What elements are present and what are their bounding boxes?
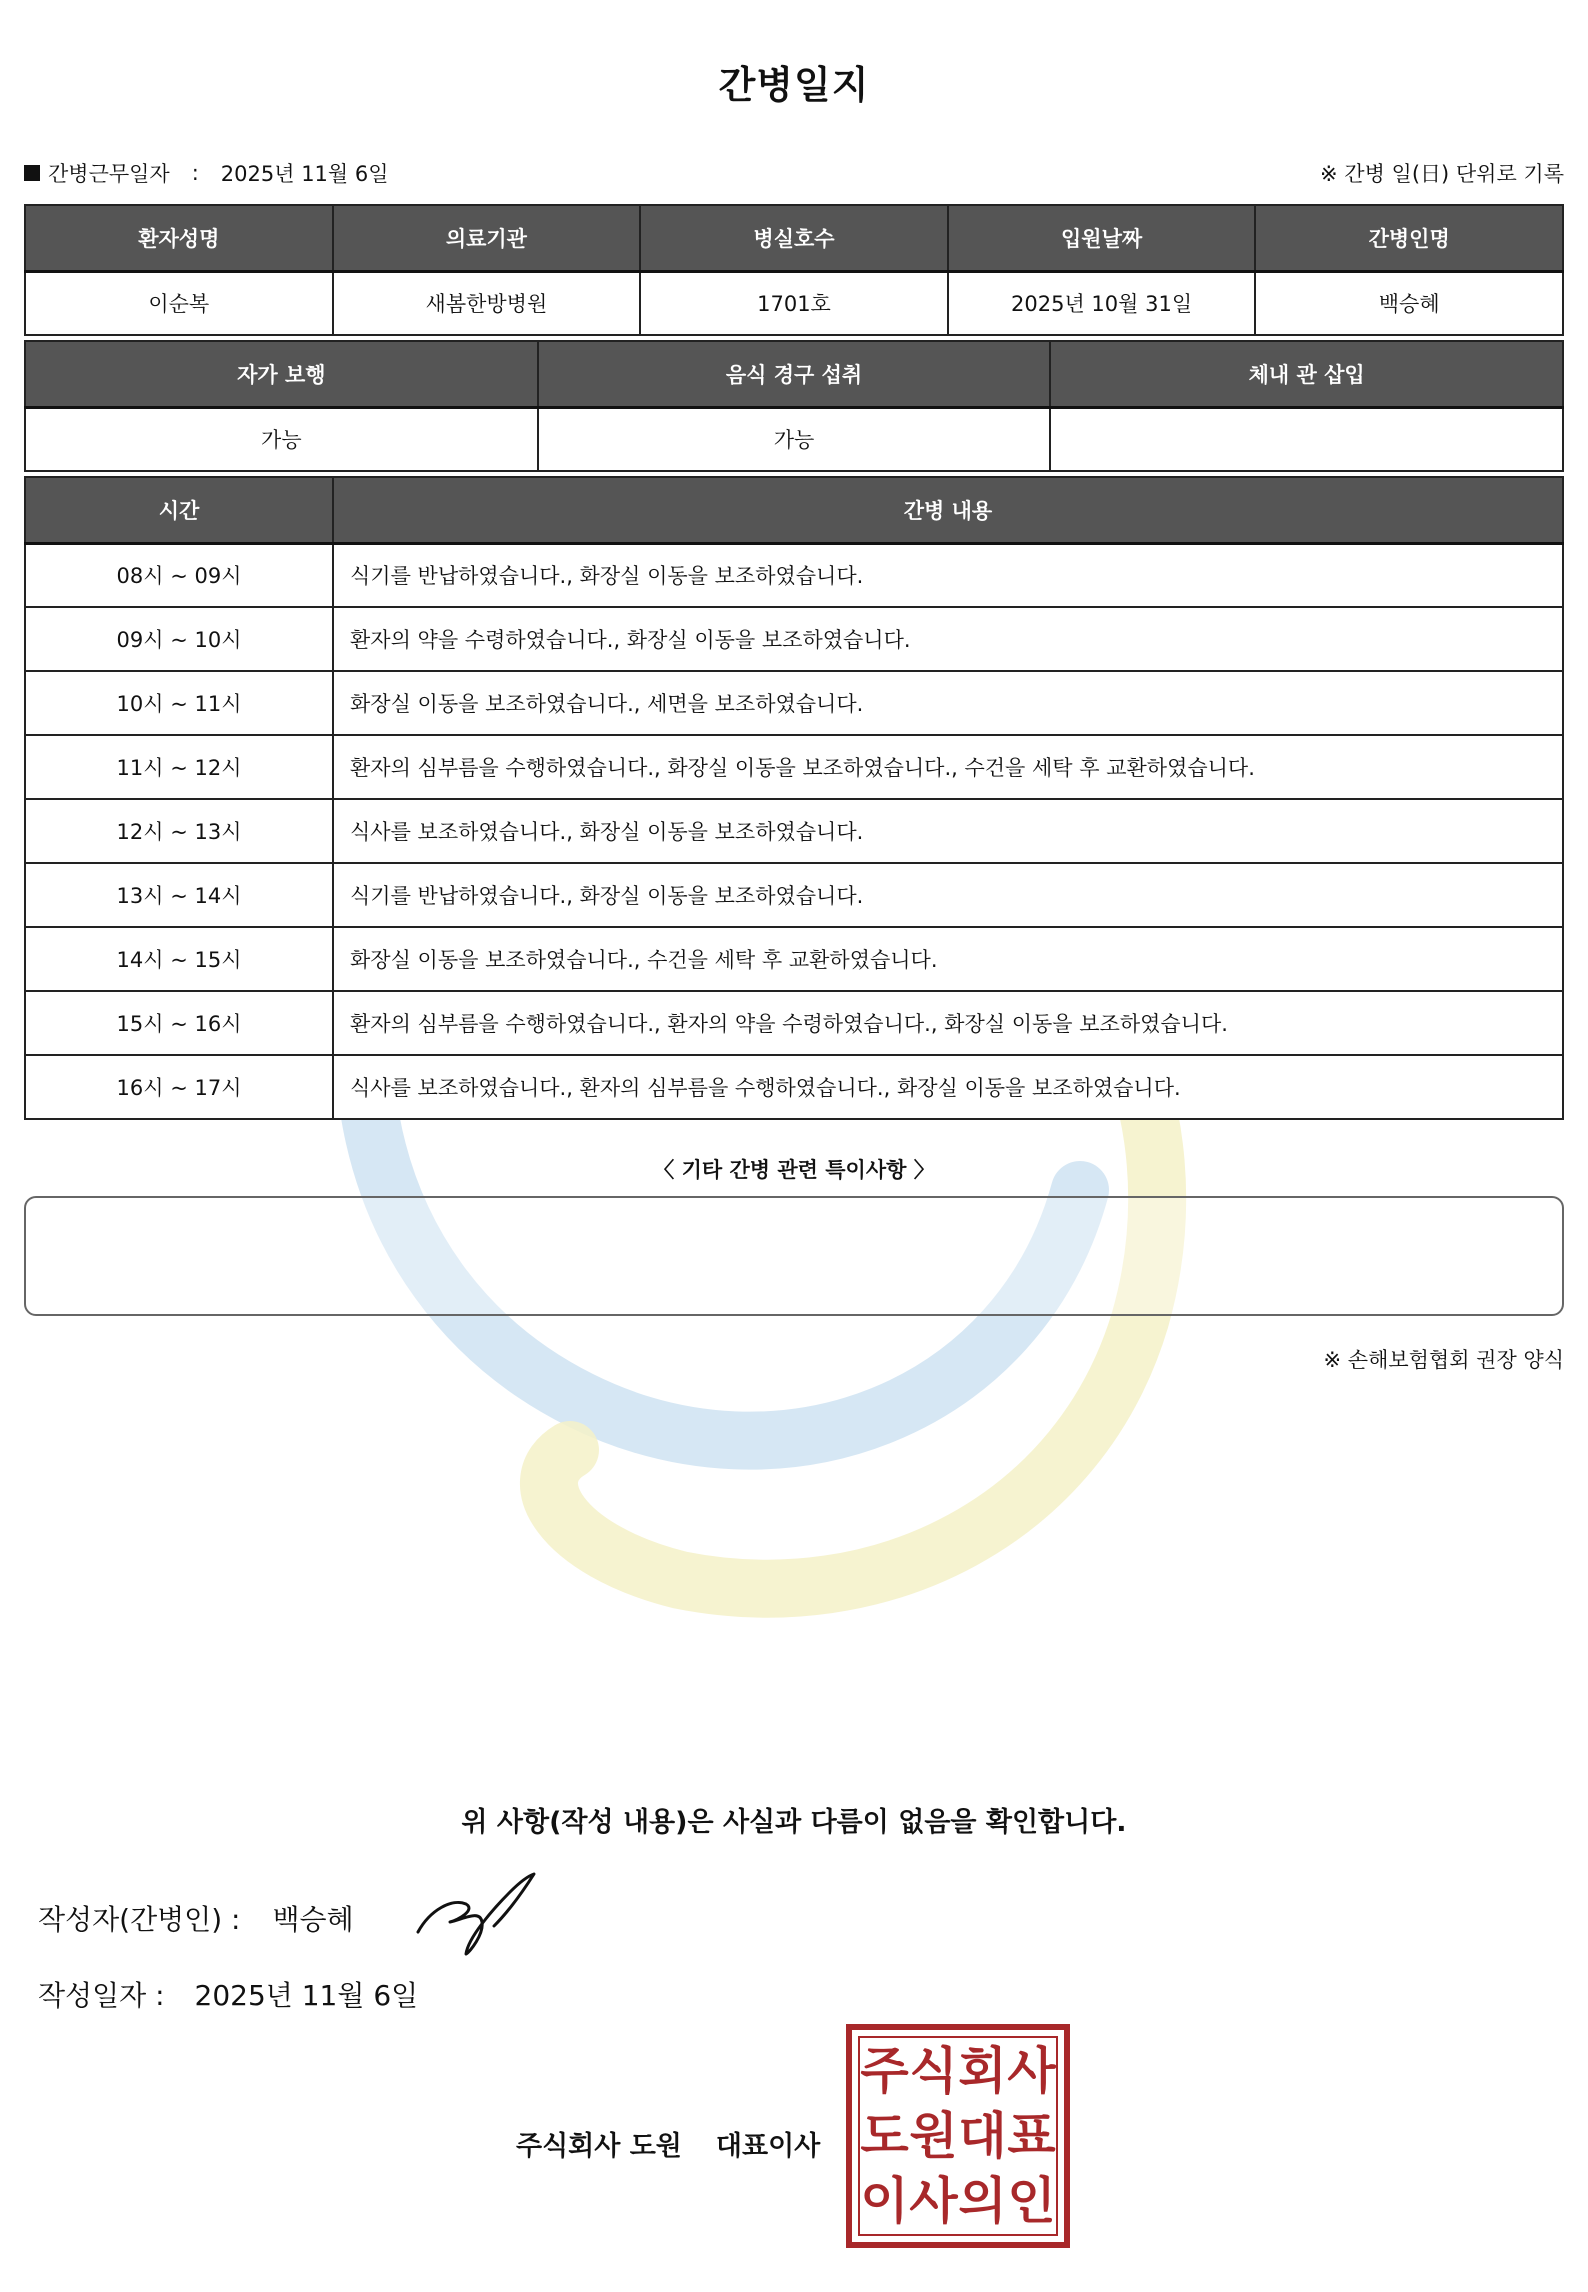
work-date-sep: : bbox=[191, 161, 199, 185]
row-time: 11시 ~ 12시 bbox=[25, 735, 333, 799]
writer-line bbox=[38, 1898, 354, 1938]
notes-title: 〈 기타 간병 관련 특이사항 〉 bbox=[653, 1158, 935, 1182]
table-row bbox=[25, 863, 1563, 927]
header-hospital: 의료기관 bbox=[333, 205, 641, 271]
row-content: 식사를 보조하였습니다., 화장실 이동을 보조하였습니다. bbox=[333, 799, 1563, 863]
row-time: 13시 ~ 14시 bbox=[25, 863, 333, 927]
row-content: 환자의 약을 수령하였습니다., 화장실 이동을 보조하였습니다. bbox=[333, 607, 1563, 671]
page-title: 간병일지 bbox=[718, 63, 870, 107]
header-admit-date: 입원날짜 bbox=[948, 205, 1256, 271]
notes-box bbox=[24, 1196, 1564, 1316]
patient-info-table bbox=[24, 204, 1564, 336]
table-row bbox=[25, 671, 1563, 735]
seal-char: 표 bbox=[1007, 2106, 1056, 2165]
seal-char: 인 bbox=[1007, 2172, 1056, 2231]
seal-char: 회 bbox=[958, 2041, 1007, 2100]
table-row bbox=[25, 735, 1563, 799]
patient-name: 이순복 bbox=[25, 271, 333, 335]
row-content: 환자의 심부름을 수행하였습니다., 환자의 약을 수령하였습니다., 화장실 이동을 보조하였습니다. bbox=[333, 991, 1563, 1055]
table-row bbox=[25, 607, 1563, 671]
write-date-line bbox=[38, 1974, 418, 2014]
row-time: 10시 ~ 11시 bbox=[25, 671, 333, 735]
table-row bbox=[25, 1055, 1563, 1119]
patient-status-table bbox=[24, 340, 1564, 472]
row-content: 환자의 심부름을 수행하였습니다., 화장실 이동을 보조하였습니다., 수건을 세탁 후 교환하였습니다. bbox=[333, 735, 1563, 799]
seal-char: 식 bbox=[909, 2041, 958, 2100]
header-tube: 체내 관 삽입 bbox=[1050, 341, 1563, 407]
row-time: 08시 ~ 09시 bbox=[25, 543, 333, 607]
writer-label: 작성자(간병인) : bbox=[38, 1903, 241, 1936]
seal-char: 주 bbox=[860, 2041, 909, 2100]
work-date bbox=[24, 158, 389, 188]
row-content: 식기를 반납하였습니다., 화장실 이동을 보조하였습니다. bbox=[333, 543, 1563, 607]
tube-value bbox=[1050, 407, 1563, 471]
form-source-note: ※ 손해보험협회 권장 양식 bbox=[1323, 1348, 1564, 1372]
header-caregiver: 간병인명 bbox=[1255, 205, 1563, 271]
unit-note: ※ 간병 일(日) 단위로 기록 bbox=[1320, 162, 1564, 186]
oral-intake-value: 가능 bbox=[538, 407, 1051, 471]
header-oral-intake: 음식 경구 섭취 bbox=[538, 341, 1051, 407]
header-content: 간병 내용 bbox=[333, 477, 1563, 543]
write-date-label: 작성일자 : bbox=[38, 1979, 165, 2012]
row-time: 09시 ~ 10시 bbox=[25, 607, 333, 671]
company-title: 대표이사 bbox=[715, 2131, 821, 2162]
square-bullet-icon bbox=[24, 165, 40, 181]
seal-char: 대 bbox=[958, 2106, 1007, 2165]
company-name: 주식회사 도원 bbox=[516, 2131, 682, 2162]
care-log-table bbox=[24, 476, 1564, 1120]
table-row bbox=[25, 927, 1563, 991]
caregiver-name: 백승혜 bbox=[1255, 271, 1563, 335]
row-content: 화장실 이동을 보조하였습니다., 수건을 세탁 후 교환하였습니다. bbox=[333, 927, 1563, 991]
row-content: 화장실 이동을 보조하였습니다., 세면을 보조하였습니다. bbox=[333, 671, 1563, 735]
header-patient-name: 환자성명 bbox=[25, 205, 333, 271]
hospital: 새봄한방병원 bbox=[333, 271, 641, 335]
table-row bbox=[25, 543, 1563, 607]
writer-name: 백승혜 bbox=[272, 1903, 354, 1936]
admit-date: 2025년 10월 31일 bbox=[948, 271, 1256, 335]
work-date-label: 간병근무일자 bbox=[48, 162, 170, 186]
seal-char: 사 bbox=[1007, 2041, 1056, 2100]
row-time: 14시 ~ 15시 bbox=[25, 927, 333, 991]
company-seal bbox=[846, 2024, 1070, 2248]
seal-char: 사 bbox=[909, 2172, 958, 2231]
write-date-value: 2025년 11월 6일 bbox=[194, 1979, 419, 2012]
header-walking: 자가 보행 bbox=[25, 341, 538, 407]
confirmation-statement: 위 사항(작성 내용)은 사실과 다름이 없음을 확인합니다. bbox=[461, 1807, 1127, 1838]
header-time: 시간 bbox=[25, 477, 333, 543]
seal-char: 원 bbox=[909, 2106, 958, 2165]
seal-char: 의 bbox=[958, 2172, 1007, 2231]
seal-char: 도 bbox=[860, 2106, 909, 2165]
walking-value: 가능 bbox=[25, 407, 538, 471]
work-date-value: 2025년 11월 6일 bbox=[220, 162, 389, 186]
row-content: 식사를 보조하였습니다., 환자의 심부름을 수행하였습니다., 화장실 이동을 보조하였습니다. bbox=[333, 1055, 1563, 1119]
company-line bbox=[516, 2124, 820, 2163]
row-time: 12시 ~ 13시 bbox=[25, 799, 333, 863]
table-row bbox=[25, 991, 1563, 1055]
row-time: 15시 ~ 16시 bbox=[25, 991, 333, 1055]
signature bbox=[410, 1870, 560, 1960]
header-room: 병실호수 bbox=[640, 205, 948, 271]
row-time: 16시 ~ 17시 bbox=[25, 1055, 333, 1119]
seal-char: 이 bbox=[860, 2172, 909, 2231]
room-number: 1701호 bbox=[640, 271, 948, 335]
table-row bbox=[25, 799, 1563, 863]
row-content: 식기를 반납하였습니다., 화장실 이동을 보조하였습니다. bbox=[333, 863, 1563, 927]
